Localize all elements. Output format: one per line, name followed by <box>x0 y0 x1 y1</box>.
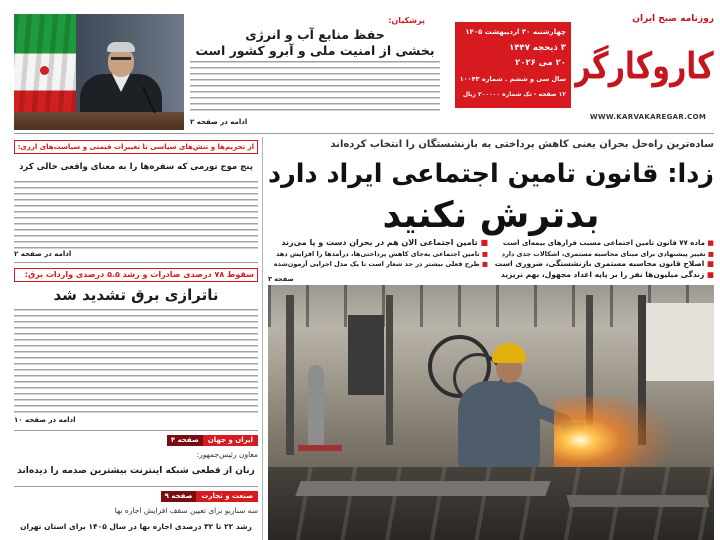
column-divider <box>262 137 263 540</box>
electricity-headline: ناترازی برق تشدید شد <box>53 286 219 304</box>
person-face <box>108 48 134 77</box>
sidebar-divider <box>14 486 258 487</box>
top-story-kicker: پزشکیان: <box>388 16 425 25</box>
top-story-headline-line1: حفظ منابع آب و انرژی <box>245 27 385 42</box>
women-internet-headline: زنان از قطعی شبکه اینترنت بیشترین صدمه را دیده‌اند <box>17 466 255 476</box>
women-internet-kicker: معاون رئیس‌جمهور: <box>196 450 258 459</box>
main-bullet: ■ تامین اجتماعی الان هم در بحران دست و پا می‌زند <box>268 238 488 249</box>
main-bullet: ■ طرح فعلی بیشتر در حد شعار است تا یک مدل اجرایی آزمون‌شده <box>268 259 488 270</box>
date-hijri: ۳ ذیحجه ۱۴۴۷ <box>509 42 566 53</box>
date-gregorian: ۲۰ می ۲۰۲۶ <box>515 58 566 68</box>
issue-price: ۱۲ صفحه - تک شماره ۲۰۰۰۰۰ ریال <box>462 91 566 98</box>
masthead-website: WWW.KARVAKAREGAR.COM <box>589 113 707 121</box>
masthead-tagline: روزنامه صبح ایران <box>632 14 714 24</box>
section-tag-page: صفحه ۹ <box>161 491 197 502</box>
steel-beam <box>566 495 709 507</box>
top-divider <box>14 133 714 134</box>
main-bullets-left <box>268 238 488 272</box>
sidebar-divider <box>14 262 258 263</box>
sidebar-divider <box>14 430 258 431</box>
main-bullet: ■ زندگی میلیون‌ها نفر را بر پایه اعداد مجهول، بهم نریزید <box>492 270 714 281</box>
inflation-kicker: از تحریم‌ها و تنش‌های سیاسی تا تغییرات قیمتی و سیاست‌های ارزی: <box>14 140 258 154</box>
top-story-continued: ادامه در صفحه ۲ <box>190 118 248 126</box>
hard-hat-icon <box>492 343 526 363</box>
main-headline-line1: زدا: قانون تامین اجتماعی ایراد دارد <box>268 159 714 189</box>
inflation-body-lines <box>14 181 258 249</box>
section-tag <box>14 491 258 502</box>
top-story-body-lines <box>190 61 440 115</box>
flag-emblem-icon <box>40 66 49 75</box>
president-photo <box>14 14 184 130</box>
electricity-continued: ادامه در صفحه ۱۰ <box>14 416 76 424</box>
main-story-kicker: ساده‌ترین راه‌حل بحران یعنی کاهش پرداختی به بازنشستگان را انتخاب کرده‌اند <box>330 139 714 150</box>
section-tag-label: ایران و جهان <box>203 435 258 446</box>
date-persian: چهارشنبه ۳۰ اردیبهشت ۱۴۰۵ <box>465 28 566 36</box>
electricity-kicker: سقوط ۷۸ درصدی صادرات و رشد ۵.۵ درصدی واردات برق: <box>14 268 258 282</box>
main-photo <box>268 285 714 540</box>
steel-beam <box>295 481 550 496</box>
inflation-headline: پنج موج تورمی که سفره‌ها را به معنای واقعی خالی کرد <box>19 162 253 172</box>
masthead-logo: کاروکارگر <box>574 44 714 88</box>
gas-cylinder <box>308 365 324 449</box>
section-tag <box>14 435 258 446</box>
top-story-headline-line2: بخشی از امنیت ملی و آبرو کشور است <box>195 43 435 58</box>
rent-headline: رشد ۲۲ تا ۳۲ درصدی اجاره بها در سال ۱۴۰۵ برای استان تهران <box>20 522 252 531</box>
main-story-page-ref: صفحه ۳ <box>268 275 294 283</box>
person-hair <box>107 42 135 52</box>
inflation-continued: ادامه در صفحه ۲ <box>14 250 72 258</box>
main-headline-line2: بدترش نکنید <box>382 196 600 236</box>
steel-column <box>386 295 393 445</box>
steel-column <box>286 295 294 455</box>
hand-truck <box>298 445 342 451</box>
rent-kicker: سه سناریو برای تعیین سقف افزایش اجاره بها <box>114 506 258 515</box>
main-bullet: ■ تامین اجتماعی به‌جای کاهش پرداختی‌ها، درآمدها را افزایش دهد <box>268 249 488 260</box>
section-tag-page: صفحه ۴ <box>167 435 203 446</box>
issue-volume: سال سی و ششم . شماره ۱۰۰۴۳ <box>460 74 566 83</box>
glasses-icon <box>111 57 131 60</box>
bright-opening <box>646 303 714 381</box>
main-bullet: ■ اصلاح قانون محاسبه مستمری بازنشستگی، ضروری است <box>492 259 714 270</box>
worker-body <box>458 381 540 471</box>
issue-date-box <box>455 22 571 108</box>
machinery <box>348 315 384 395</box>
electricity-body-lines <box>14 309 258 413</box>
main-bullet: ■ ماده ۷۷ قانون تامین اجتماعی مسبب فرارهای بیمه‌ای است <box>492 238 714 249</box>
desk <box>14 112 184 130</box>
section-tag-label: صنعت و تجارت <box>196 491 258 502</box>
main-bullets-right <box>492 238 714 282</box>
main-bullet: ■ تغییر پیشنهادی برای مبنای محاسبه مستمری، اشکالات جدی دارد <box>492 249 714 260</box>
